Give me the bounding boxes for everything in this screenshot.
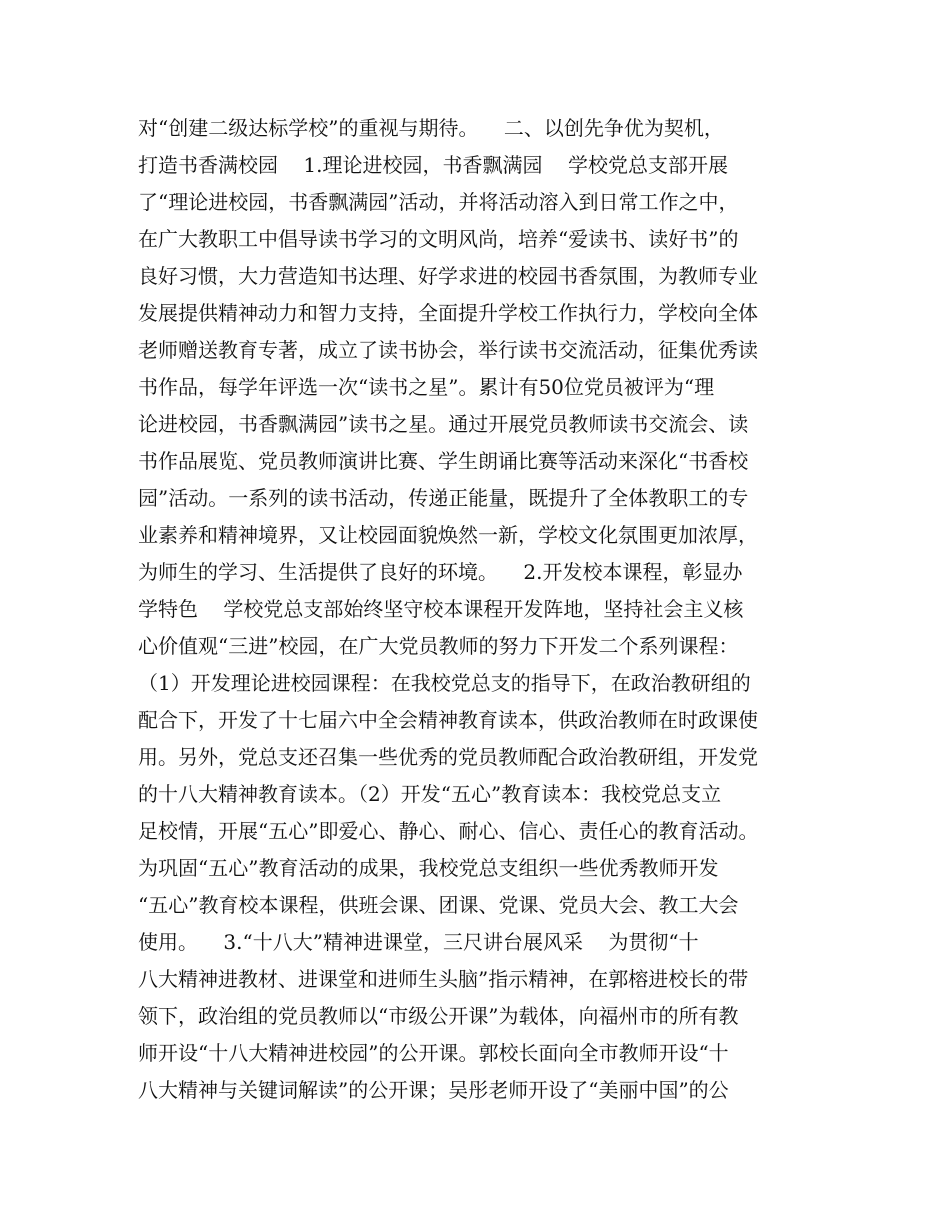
- text-line: 师开设“十八大精神进校园”的公开课。郭校长面向全市教师开设“十: [138, 1041, 729, 1065]
- text-line: 为巩固“五心”教育活动的成果，我校党总支组织一些优秀教师开发: [138, 856, 719, 880]
- text-line: 在广大教职工中倡导读书学习的文明风尚，培养“爱读书、读好书”的: [138, 227, 739, 251]
- text-line: 园”活动。一系列的读书活动，传递正能量，既提升了全体教职工的专: [138, 486, 749, 510]
- text-line: 了“理论进校园，书香飘满园”活动，并将活动溶入到日常工作之中，: [138, 190, 739, 214]
- text-line: 打造书香满校园 1.理论进校园，书香飘满园 学校党总支部开展: [138, 153, 728, 177]
- text-line: 良好习惯，大力营造知书达理、好学求进的校园书香氛围，为教师专业: [138, 264, 758, 288]
- text-line: 对“创建二级达标学校”的重视与期待。 二、以创先争优为契机，: [138, 116, 724, 140]
- text-line: 书作品展览、党员教师演讲比赛、学生朗诵比赛等活动来深化“书香校: [138, 449, 749, 473]
- text-line: 八大精神进教材、进课堂和进师生头脑”指示精神，在郭榕进校长的带: [138, 967, 749, 991]
- text-line: 书作品，每学年评选一次“读书之星”。累计有50位党员被评为“理: [138, 375, 715, 399]
- text-line: 的十八大精神教育读本。（2）开发“五心”教育读本：我校党总支立: [138, 782, 722, 806]
- text-line: 领下，政治组的党员教师以“市级公开课”为载体，向福州市的所有教: [138, 1004, 739, 1028]
- text-line: 用。另外，党总支还召集一些优秀的党员教师配合政治教研组，开发党: [138, 745, 758, 769]
- text-line: 八大精神与关键词解读”的公开课；吴彤老师开设了“美丽中国”的公: [138, 1078, 729, 1102]
- document-body: [138, 110, 828, 1109]
- text-line: 老师赠送教育专著，成立了读书协会，举行读书交流活动，征集优秀读: [138, 338, 758, 362]
- text-line: 为师生的学习、生活提供了良好的环境。 2.开发校本课程，彰显办: [138, 560, 743, 584]
- text-line: 足校情，开展“五心”即爱心、静心、耐心、信心、责任心的教育活动。: [138, 819, 759, 843]
- text-line: 学特色 学校党总支部始终坚守校本课程开发阵地，坚持社会主义核: [138, 597, 744, 621]
- text-line: 心价值观“三进”校园，在广大党员教师的努力下开发二个系列课程：: [138, 634, 739, 658]
- text-line: 业素养和精神境界，又让校园面貌焕然一新，学校文化氛围更加浓厚，: [138, 523, 758, 547]
- text-line: 使用。 3.“十八大”精神进课堂，三尺讲台展风采 为贯彻“十: [138, 930, 699, 954]
- text-line: （1）开发理论进校园课程：在我校党总支的指导下，在政治教研组的: [138, 671, 751, 695]
- text-line: 论进校园，书香飘满园”读书之星。通过开展党员教师读书交流会、读: [138, 412, 749, 436]
- text-line: 配合下，开发了十七届六中全会精神教育读本，供政治教师在时政课使: [138, 708, 758, 732]
- text-line: 发展提供精神动力和智力支持，全面提升学校工作执行力，学校向全体: [138, 301, 758, 325]
- text-line: “五心”教育校本课程，供班会课、团课、党课、党员大会、教工大会: [138, 893, 739, 917]
